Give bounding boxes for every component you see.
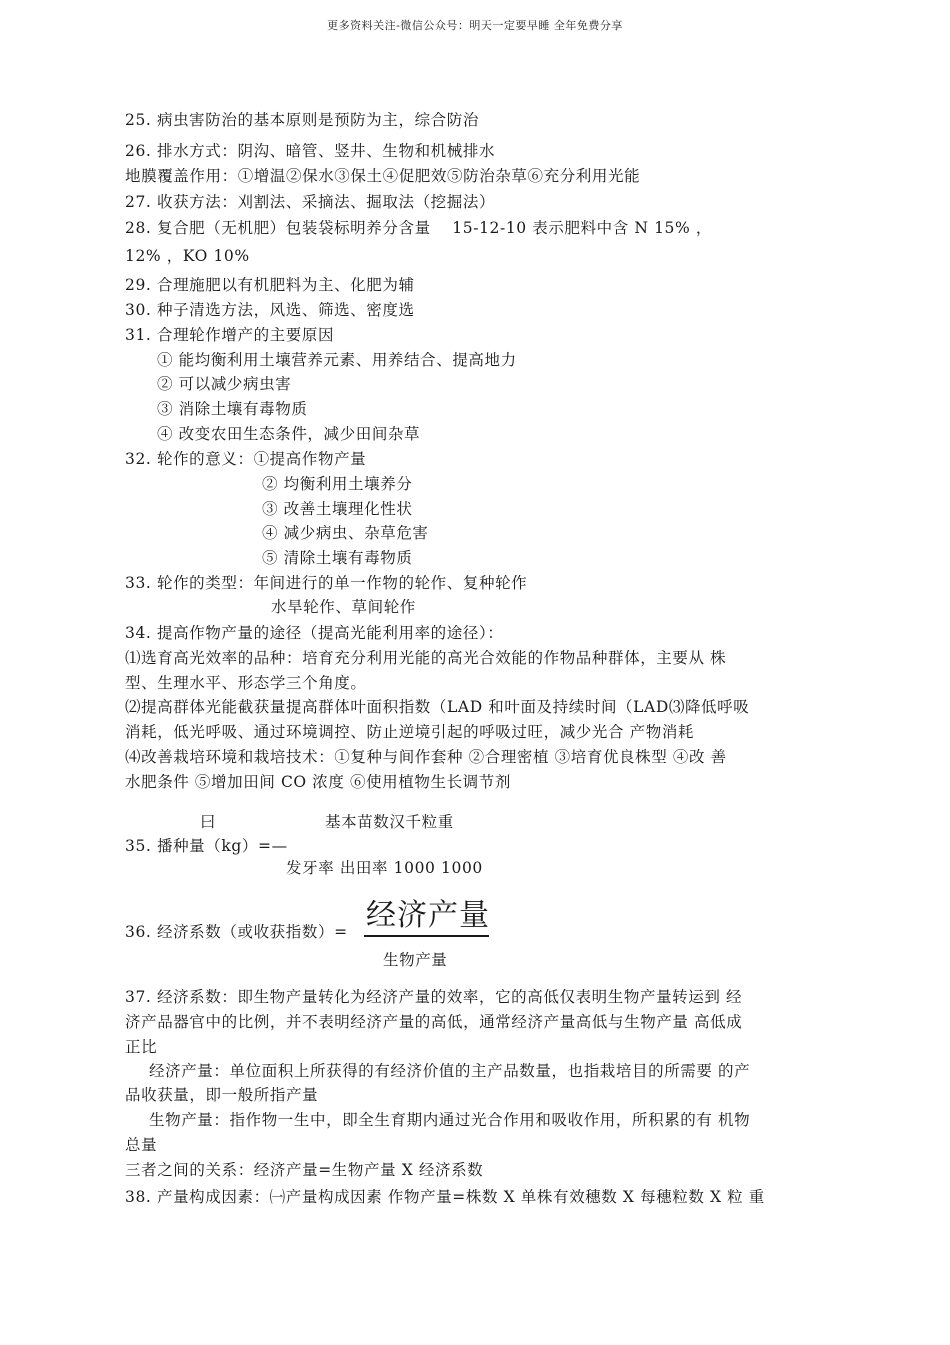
fraction-bar	[364, 935, 489, 937]
item-31-sub-2: ② 可以减少病虫害	[157, 375, 292, 393]
item-31-sub-4: ④ 改变农田生态条件，减少田间杂草	[157, 425, 421, 443]
formula-35-denominator: 发牙率 出田率 1000 1000	[286, 859, 483, 877]
item-28: 28. 复合肥（无机肥）包装袋标明养分含量 15-12-10 表示肥料中含 N 15% ，	[125, 219, 712, 237]
item-35: 35. 播种量（kg）=—	[125, 837, 288, 855]
page-header: 更多资料关注-微信公众号：明天一定要早睡 全年免费分享	[327, 19, 623, 32]
stray-glyph: 曰	[200, 813, 217, 831]
item-34-p2-cont: 消耗，低光呼吸、通过环境调控、防止逆境引起的呼吸过旺，减少光合 产物消耗	[125, 723, 695, 741]
item-34-p1-cont: 型、生理水平、形态学三个角度。	[125, 674, 367, 692]
item-37: 37. 经济系数：即生物产量转化为经济产量的效率，它的高低仅表明生物产量转运到 经	[125, 988, 743, 1006]
item-37-cont-1: 济产品器官中的比例，并不表明经济产量的高低，通常经济产量高低与生物产量 高低成	[125, 1013, 743, 1031]
formula-36-numerator: 经济产量	[366, 898, 490, 933]
item-34-p1: ⑴选育高光效率的品种：培育充分利用光能的高光合效能的作物品种群体，主要从 株	[125, 649, 727, 667]
item-31: 31. 合理轮作增产的主要原因	[125, 326, 335, 344]
item-28-cont: 12% ，KO 10%	[125, 247, 250, 265]
item-33: 33. 轮作的类型：年间进行的单一作物的轮作、复种轮作	[125, 574, 528, 592]
item-32-sub-5: ⑤ 清除土壤有毒物质	[262, 549, 413, 567]
item-32: 32. 轮作的意义：①提高作物产量	[125, 450, 367, 468]
item-26: 26. 排水方式：阴沟、暗管、竖井、生物和机械排水	[125, 142, 496, 160]
item-33-cont: 水旱轮作、草间轮作	[271, 598, 416, 616]
item-29: 29. 合理施肥以有机肥料为主、化肥为辅	[125, 276, 415, 294]
item-36: 36. 经济系数（或收获指数）=	[125, 923, 348, 941]
biological-yield-def-cont: 总量	[125, 1136, 158, 1154]
item-32-sub-3: ③ 改善土壤理化性状	[262, 500, 413, 518]
item-34-p4: ⑷改善栽培环境和栽培技术：①复种与间作套种 ②合理密植 ③培育优良株型 ④改 善	[125, 748, 727, 766]
biological-yield-def: 生物产量：指作物一生中，即全生育期内通过光合作用和吸收作用，所积累的有 机物	[149, 1111, 751, 1129]
item-31-sub-1: ① 能均衡利用土壤营养元素、用养结合、提高地力	[157, 351, 517, 369]
formula-35-numerator: 基本苗数汉千粒重	[325, 813, 454, 831]
item-27: 27. 收获方法：刈割法、采摘法、掘取法（挖掘法）	[125, 193, 496, 211]
relationship-line: 三者之间的关系：经济产量=生物产量 X 经济系数	[125, 1161, 484, 1179]
item-32-sub-4: ④ 减少病虫、杂草危害	[262, 524, 429, 542]
mulch-function-line: 地膜覆盖作用：①增温②保水③保土④促肥效⑤防治杂草⑥充分利用光能	[125, 167, 641, 185]
item-30: 30. 种子清选方法，风选、筛选、密度选	[125, 301, 415, 319]
economic-yield-def: 经济产量：单位面积上所获得的有经济价值的主产品数量，也指栽培目的所需要 的产	[149, 1062, 751, 1080]
item-34: 34. 提高作物产量的途径（提高光能利用率的途径）：	[125, 624, 504, 642]
item-37-cont-2: 正比	[125, 1038, 158, 1056]
item-32-sub-2: ② 均衡利用土壤养分	[262, 475, 413, 493]
item-34-p2: ⑵提高群体光能截获量提高群体叶面积指数（LAD 和叶面及持续时间（LAD⑶降低呼吸	[125, 698, 750, 716]
item-25: 25. 病虫害防治的基本原则是预防为主，综合防治	[125, 111, 479, 129]
formula-36-denominator: 生物产量	[383, 951, 448, 969]
economic-yield-def-cont: 品收获量，即一般所指产量	[125, 1086, 319, 1104]
item-34-p4-cont: 水肥条件 ⑤增加田间 CO 浓度 ⑥使用植物生长调节剂	[125, 773, 511, 791]
item-31-sub-3: ③ 消除土壤有毒物质	[157, 400, 308, 418]
item-38: 38. 产量构成因素：㈠产量构成因素 作物产量=株数 X 单株有效穗数 X 每穗粒数 X 粒 重	[125, 1188, 765, 1206]
